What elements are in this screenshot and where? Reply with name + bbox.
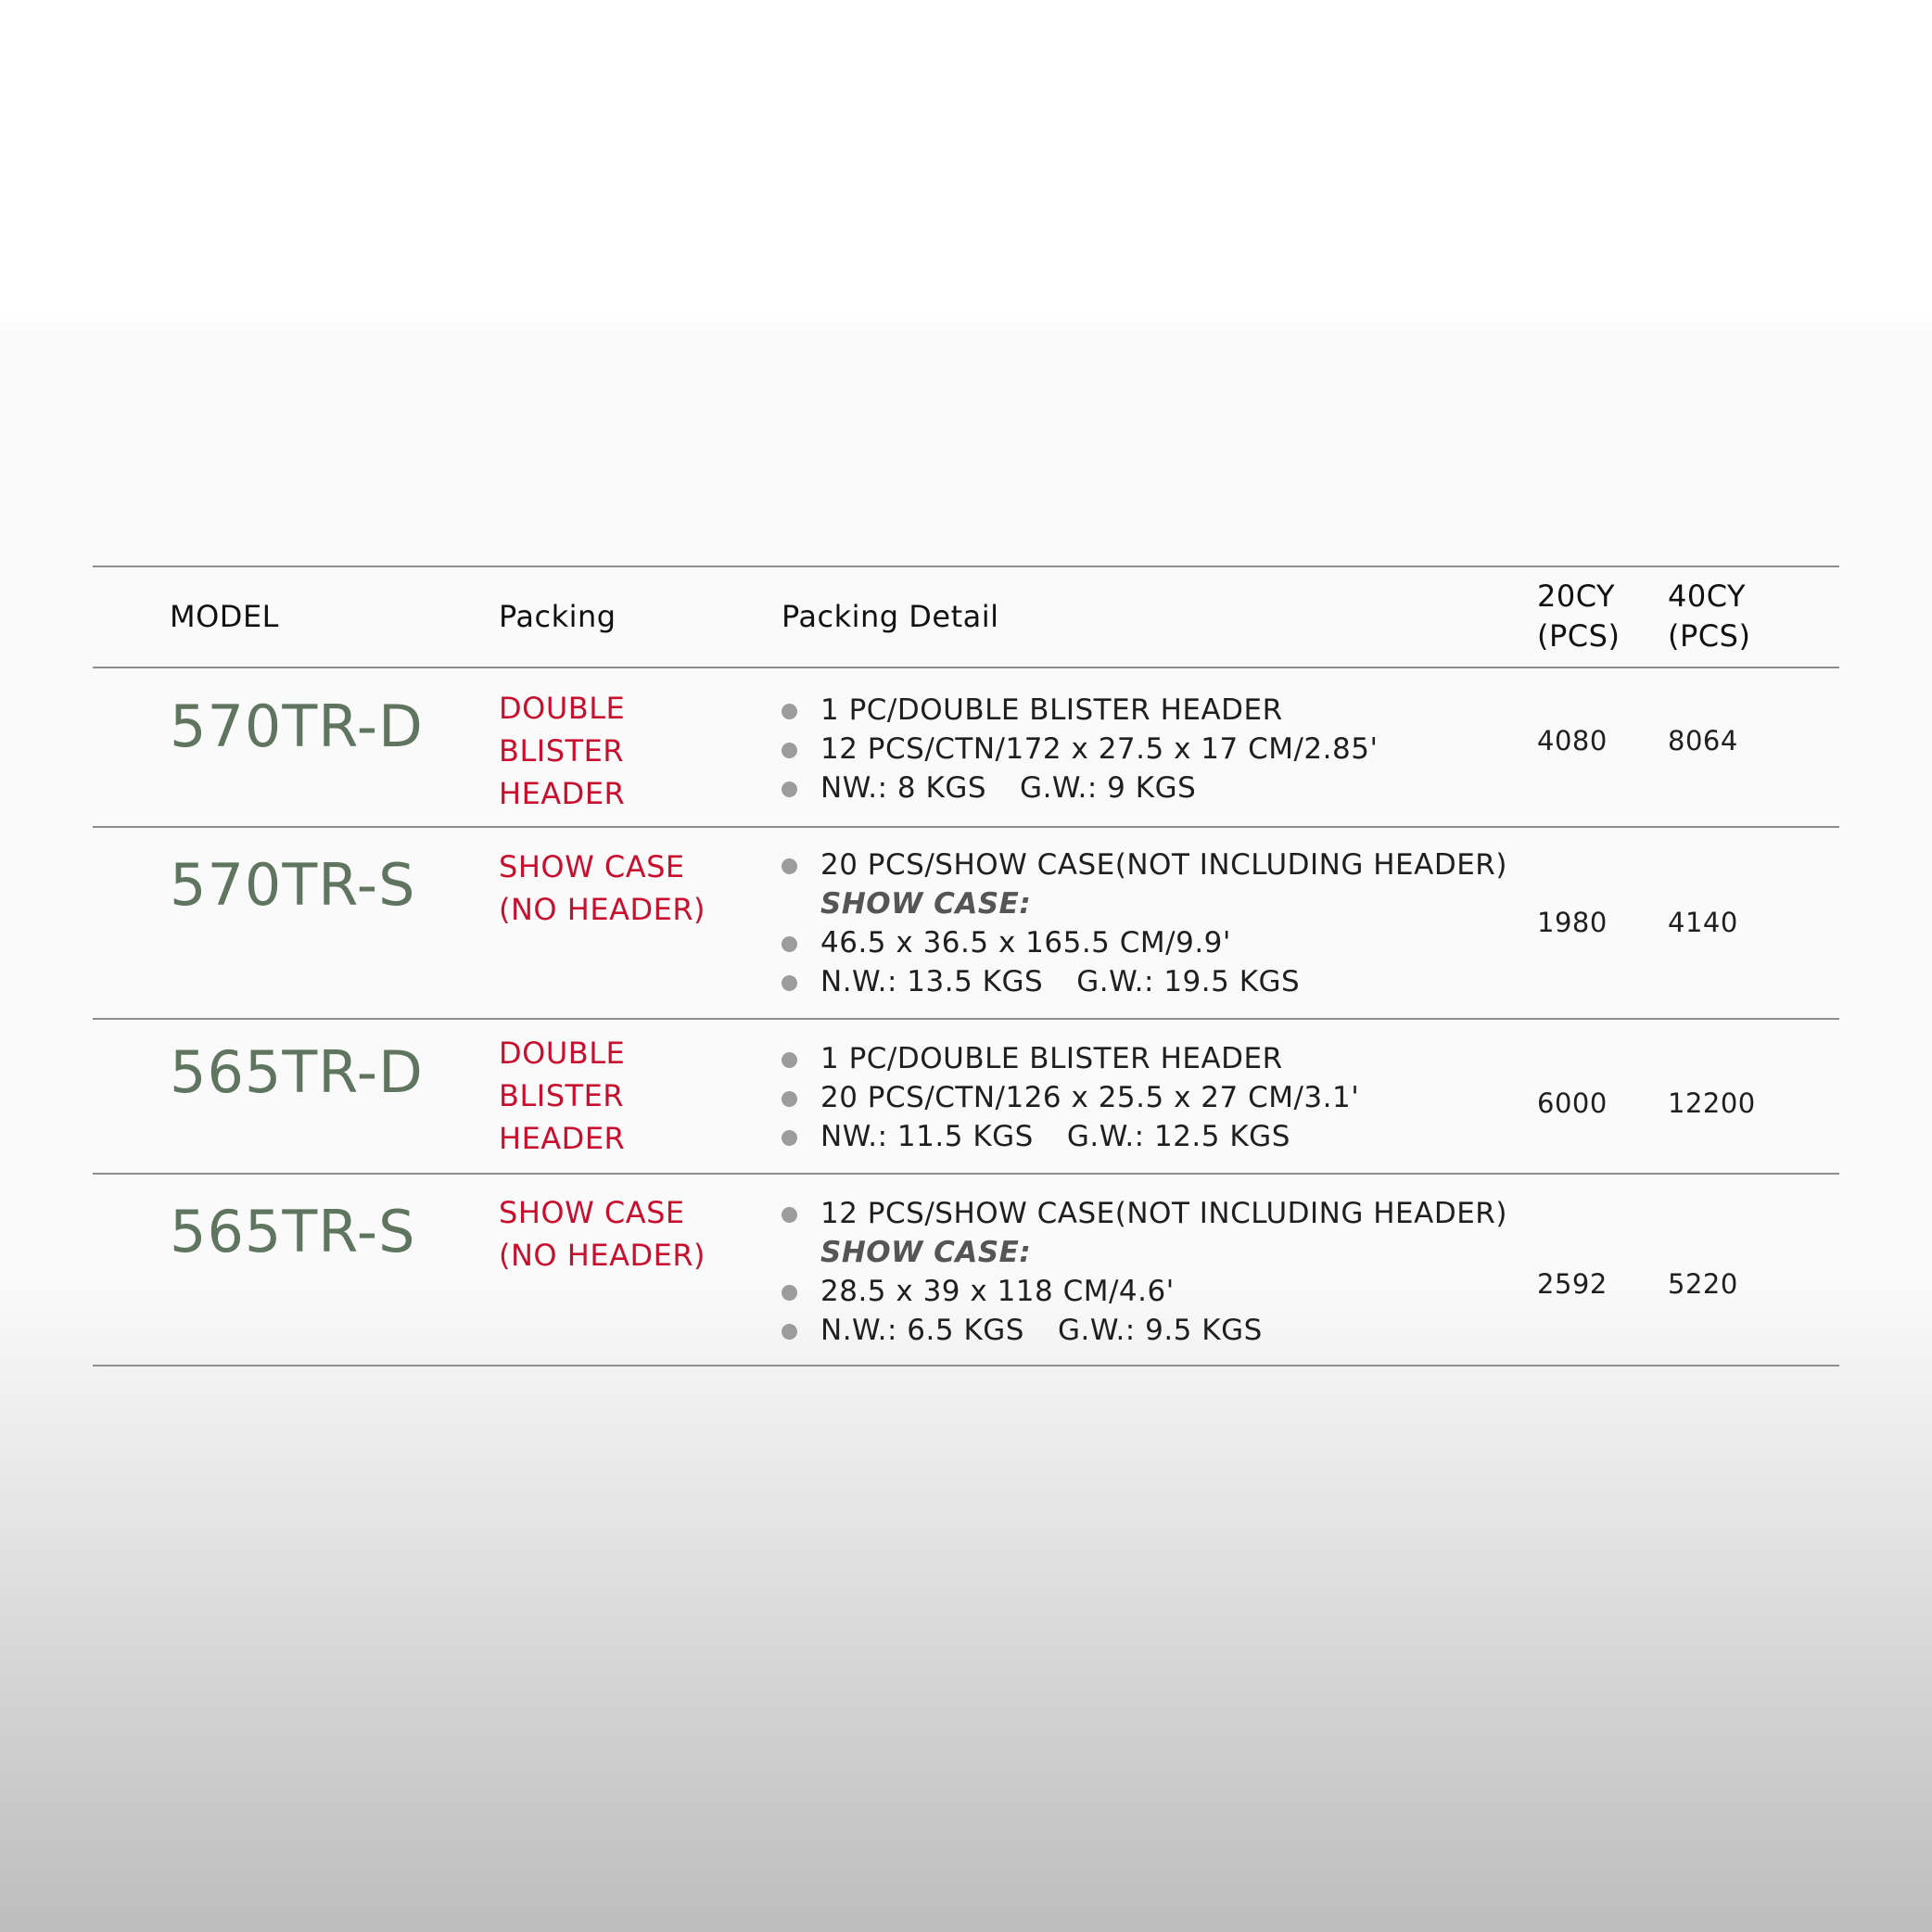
table-rule-header bbox=[93, 667, 1839, 668]
detail-text: 12 PCS/SHOW CASE(NOT INCLUDING HEADER) bbox=[820, 1197, 1507, 1230]
detail-item bbox=[782, 730, 1378, 769]
net-weight: N.W.: 6.5 KGS bbox=[820, 1314, 1024, 1347]
model-name: 570TR-S bbox=[170, 851, 416, 919]
packing-line: (NO HEADER) bbox=[499, 892, 706, 927]
packing-detail-list bbox=[782, 691, 1378, 807]
detail-text: 20 PCS/SHOW CASE(NOT INCLUDING HEADER) bbox=[820, 848, 1507, 882]
detail-item bbox=[782, 962, 1507, 1001]
net-weight: NW.: 11.5 KGS bbox=[820, 1120, 1034, 1153]
detail-item bbox=[782, 1117, 1359, 1156]
packing-type bbox=[499, 1032, 625, 1160]
header-40cy-line1: 40CY bbox=[1668, 578, 1747, 614]
detail-text: 46.5 x 36.5 x 165.5 CM/9.9' bbox=[820, 926, 1231, 960]
gross-weight: G.W.: 12.5 KGS bbox=[1066, 1120, 1290, 1153]
model-name: 565TR-S bbox=[170, 1198, 416, 1265]
detail-item bbox=[782, 1311, 1507, 1350]
detail-text: 20 PCS/CTN/126 x 25.5 x 27 CM/3.1' bbox=[820, 1081, 1360, 1114]
packing-detail-list bbox=[782, 1039, 1359, 1156]
bullet-dot-icon bbox=[782, 936, 797, 952]
packing-type bbox=[499, 687, 625, 815]
net-weight: NW.: 8 KGS bbox=[820, 771, 987, 805]
qty-20cy: 6000 bbox=[1537, 1087, 1608, 1119]
detail-text: 28.5 x 39 x 118 CM/4.6' bbox=[820, 1275, 1175, 1308]
net-weight: N.W.: 13.5 KGS bbox=[820, 965, 1044, 998]
packing-line: SHOW CASE bbox=[499, 849, 685, 884]
packing-line: BLISTER bbox=[499, 1078, 625, 1113]
packing-type bbox=[499, 1191, 705, 1277]
detail-item bbox=[782, 845, 1507, 884]
packing-detail-list bbox=[782, 1194, 1507, 1350]
packing-line: BLISTER bbox=[499, 733, 625, 769]
detail-item bbox=[782, 691, 1378, 730]
header-40cy bbox=[1668, 577, 1750, 656]
detail-text: 1 PC/DOUBLE BLISTER HEADER bbox=[820, 693, 1283, 727]
bullet-dot-icon bbox=[782, 1091, 797, 1107]
packing-detail-list bbox=[782, 845, 1507, 1001]
bullet-dot-icon bbox=[782, 1052, 797, 1068]
header-packing: Packing bbox=[499, 599, 616, 634]
packing-type bbox=[499, 845, 705, 931]
packing-line: DOUBLE bbox=[499, 1036, 626, 1071]
detail-subheading: SHOW CASE: bbox=[820, 887, 1032, 921]
gross-weight: G.W.: 19.5 KGS bbox=[1076, 965, 1301, 998]
packing-line: (NO HEADER) bbox=[499, 1238, 706, 1273]
header-20cy bbox=[1537, 577, 1620, 656]
packing-line: SHOW CASE bbox=[499, 1195, 685, 1230]
table-rule-row3 bbox=[93, 1173, 1839, 1175]
detail-item bbox=[782, 1078, 1359, 1117]
bullet-dot-icon bbox=[782, 1207, 797, 1223]
bullet-dot-icon bbox=[782, 743, 797, 758]
header-model: MODEL bbox=[170, 599, 279, 634]
bullet-dot-icon bbox=[782, 1285, 797, 1301]
qty-40cy: 5220 bbox=[1668, 1268, 1738, 1300]
header-40cy-line2: (PCS) bbox=[1668, 618, 1751, 654]
bullet-dot-icon bbox=[782, 704, 797, 719]
bullet-dot-icon bbox=[782, 782, 797, 797]
header-20cy-line2: (PCS) bbox=[1537, 618, 1621, 654]
qty-20cy: 2592 bbox=[1537, 1268, 1608, 1300]
bullet-dot-icon bbox=[782, 975, 797, 991]
table-rule-row1 bbox=[93, 826, 1839, 828]
gross-weight: G.W.: 9 KGS bbox=[1020, 771, 1197, 805]
bullet-dot-icon bbox=[782, 1130, 797, 1146]
gross-weight: G.W.: 9.5 KGS bbox=[1057, 1314, 1263, 1347]
header-20cy-line1: 20CY bbox=[1537, 578, 1616, 614]
qty-40cy: 4140 bbox=[1668, 907, 1738, 938]
model-name: 565TR-D bbox=[170, 1038, 424, 1106]
qty-40cy: 12200 bbox=[1668, 1087, 1756, 1119]
detail-subheading: SHOW CASE: bbox=[820, 1236, 1032, 1269]
detail-item bbox=[782, 1233, 1507, 1272]
detail-item bbox=[782, 923, 1507, 962]
packing-line: HEADER bbox=[499, 776, 626, 811]
packing-line: HEADER bbox=[499, 1121, 626, 1156]
detail-item bbox=[782, 884, 1507, 923]
header-packing-detail: Packing Detail bbox=[782, 599, 999, 634]
detail-text: 12 PCS/CTN/172 x 27.5 x 17 CM/2.85' bbox=[820, 732, 1379, 766]
model-name: 570TR-D bbox=[170, 693, 424, 760]
table-rule-row2 bbox=[93, 1018, 1839, 1020]
packing-line: DOUBLE bbox=[499, 691, 626, 726]
bullet-dot-icon bbox=[782, 858, 797, 874]
detail-item bbox=[782, 769, 1378, 807]
qty-40cy: 8064 bbox=[1668, 725, 1738, 756]
detail-text: 1 PC/DOUBLE BLISTER HEADER bbox=[820, 1042, 1283, 1075]
table-rule-top bbox=[93, 566, 1839, 567]
detail-item bbox=[782, 1194, 1507, 1233]
qty-20cy: 4080 bbox=[1537, 725, 1608, 756]
qty-20cy: 1980 bbox=[1537, 907, 1608, 938]
bullet-dot-icon bbox=[782, 1324, 797, 1340]
table-rule-bottom bbox=[93, 1365, 1839, 1366]
detail-item bbox=[782, 1039, 1359, 1078]
detail-item bbox=[782, 1272, 1507, 1311]
